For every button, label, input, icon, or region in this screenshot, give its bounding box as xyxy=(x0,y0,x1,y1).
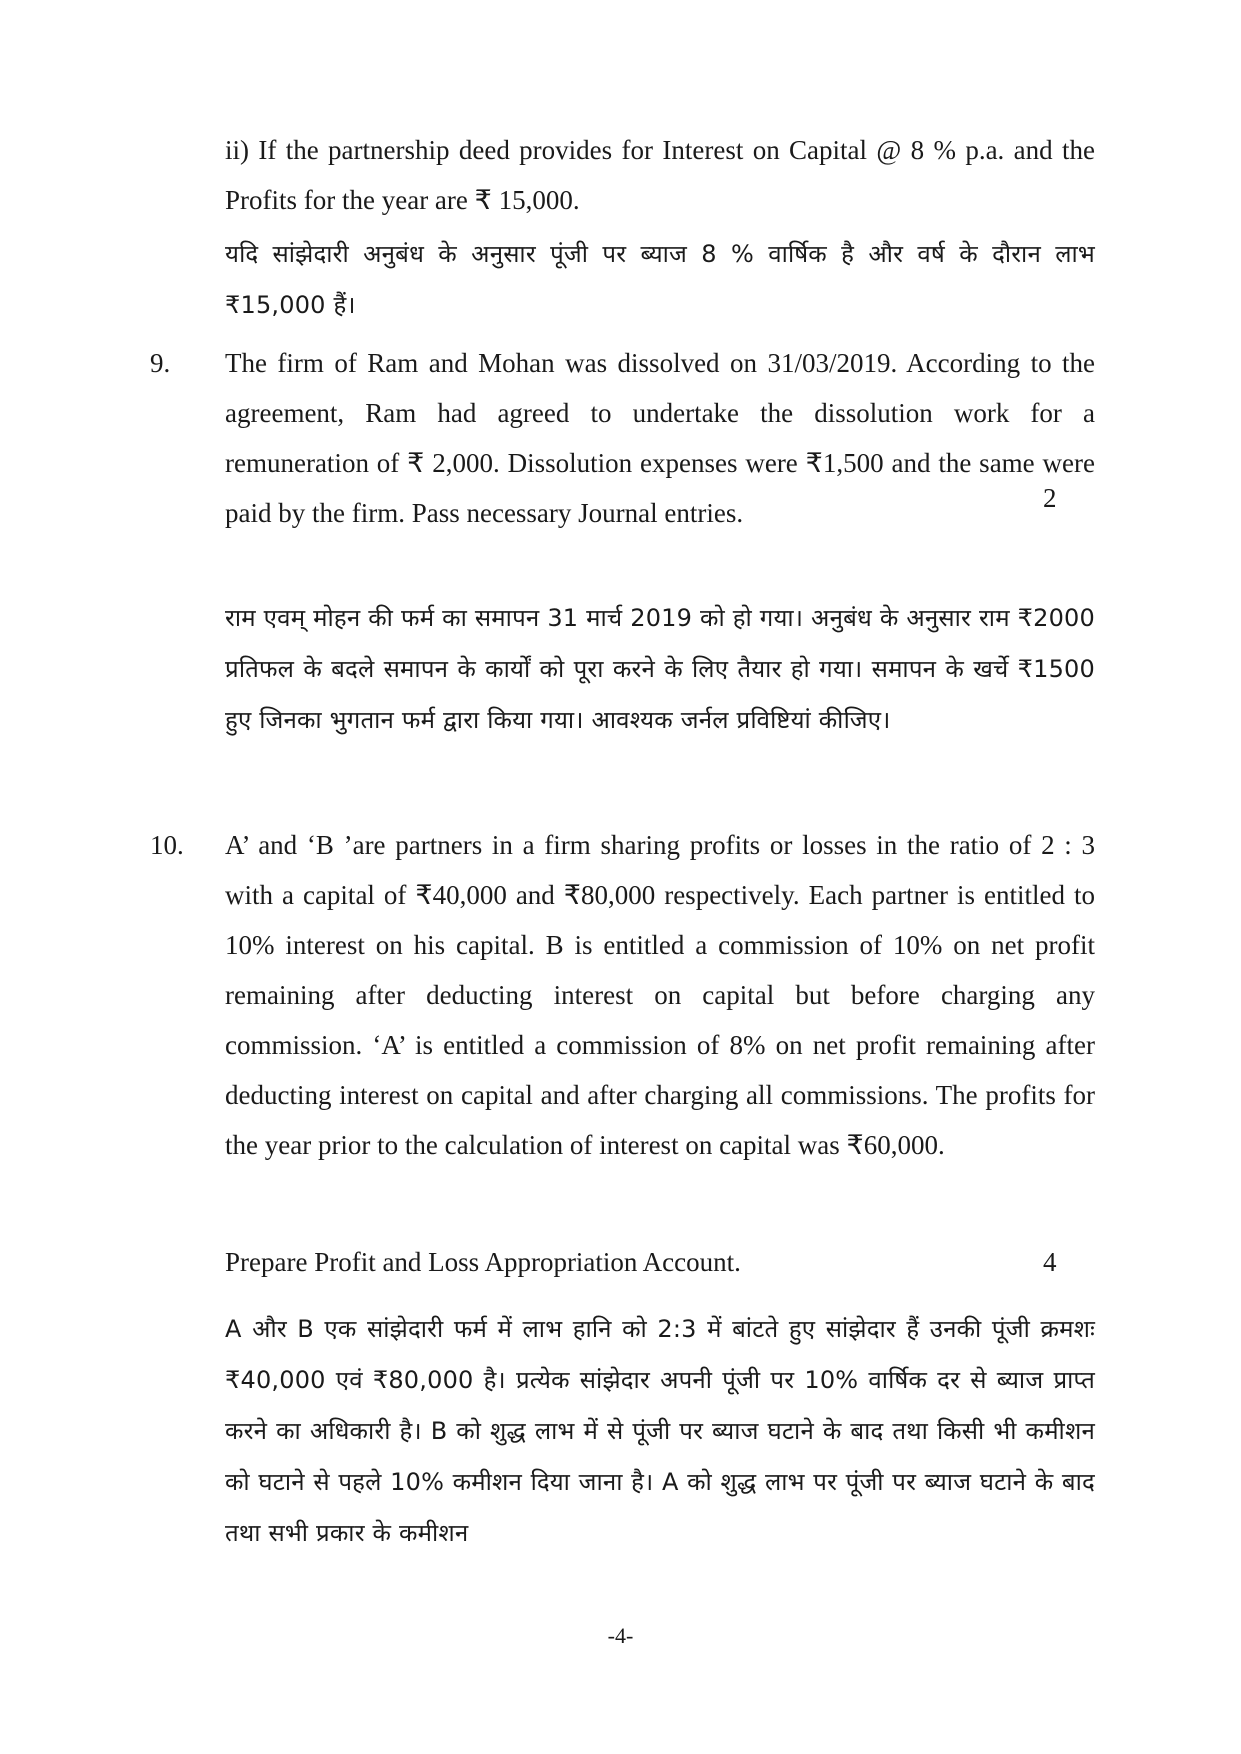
question-10-instruction: Prepare Profit and Loss Appropriation Account. xyxy=(225,1247,741,1277)
page-number: -4- xyxy=(607,1623,634,1648)
question-10-hindi-text: A और B एक सांझेदारी फर्म में लाभ हानि को 2:3 में बांटते हुए सांझेदार हैं उनकी पूंजी क्रमशः ₹40,000 एवं ₹80,000 है। प्रत्येक सांझेदार अपनी पूंजी पर 10% वार्षिक दर से ब्याज प्राप्त करने का अधिकारी है। B को शुद्ध लाभ में से पूंजी पर ब्याज घटाने के बाद तथा किसी भी कमीशन को घटाने से पहले 10% कमीशन दिया जाना है। A को शुद्ध लाभ पर पूंजी पर ब्याज घटाने के बाद तथा सभी प्रकार के कमीशन xyxy=(225,1315,1095,1547)
question-9-marks: 2 xyxy=(1043,483,1057,513)
q8-part2-english-text: ii) If the partnership deed provides for Interest on Capital @ 8 % p.a. and the Profits for the year are ₹ 15,000. xyxy=(225,135,1095,215)
question-9-hindi-text: राम एवम् मोहन की फर्म का समापन 31 मार्च 2019 को हो गया। अनुबंध के अनुसार राम ₹2000 प्रतिफल के बदले समापन के कार्यों को पूरा करने के लिए तैयार हो गया। समापन के खर्चे ₹1500 हुए जिनका भुगतान फर्म द्वारा किया गया। आवश्यक जर्नल प्रविष्टियां कीजिए। xyxy=(225,604,1095,734)
question-10-number: 10. xyxy=(150,830,184,860)
question-10-marks: 4 xyxy=(1043,1247,1057,1277)
question-10-english-text: A’ and ‘B ’are partners in a firm sharing profits or losses in the ratio of 2 : 3 with a capital of ₹40,000 and ₹80,000 respectively. Each partner is entitled to 10% interest on his capital. B is entitled a commission of 10% on net profit remaining after deducting interest on capital but before charging any commission. ‘A’ is entitled a commission of 8% on net profit remaining after deducting interest on capital and after charging all commissions. The profits for the year prior to the calculation of interest on capital was ₹60,000. xyxy=(225,830,1095,1160)
question-9-number: 9. xyxy=(150,348,171,378)
q8-part2-hindi-text: यदि सांझेदारी अनुबंध के अनुसार पूंजी पर ब्याज 8 % वार्षिक है और वर्ष के दौरान लाभ ₹15,000 हैं। xyxy=(225,240,1095,319)
question-9-english-text: The firm of Ram and Mohan was dissolved on 31/03/2019. According to the agreement, Ram had agreed to undertake the dissolution work for a remuneration of ₹ 2,000. Dissolution expenses were ₹1,500 and the same were paid by the firm. Pass necessary Journal entries. xyxy=(225,348,1095,528)
